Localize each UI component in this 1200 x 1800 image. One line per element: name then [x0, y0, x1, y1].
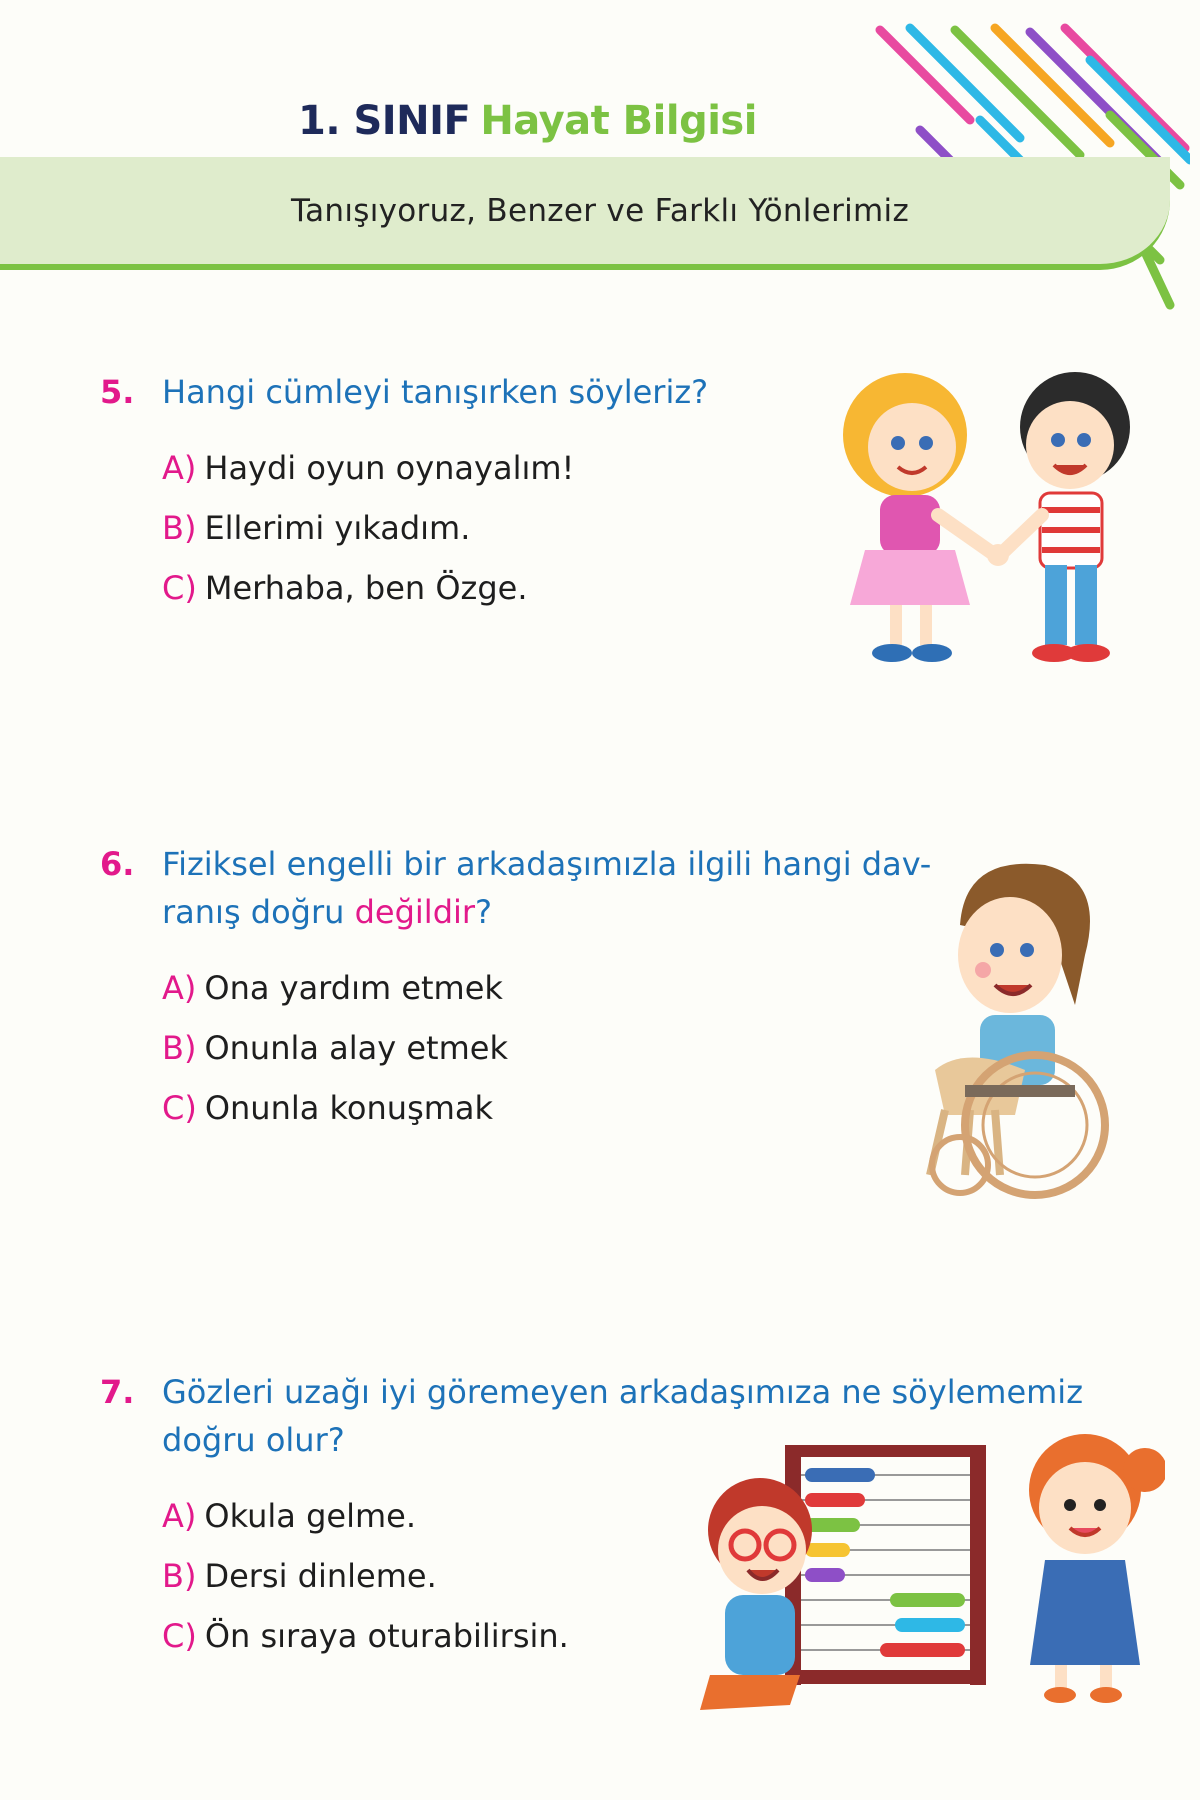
subject-label: Hayat Bilgisi: [480, 98, 757, 144]
question-text: [162, 840, 931, 936]
question-text-line: Gözleri uzağı iyi göremeyen arkadaşımıza ne söylememiz: [162, 1373, 1083, 1411]
option-letter: B): [162, 509, 197, 547]
option-text: Onunla konuşmak: [204, 1089, 494, 1127]
option-text: Onunla alay etmek: [204, 1029, 508, 1067]
question-number: 6.: [100, 845, 135, 883]
option-letter: C): [162, 1089, 197, 1127]
question-text: Hangi cümleyi tanışırken söyleriz?: [162, 373, 709, 411]
question-text-line: ?: [475, 893, 493, 931]
question-number: 5.: [100, 373, 135, 411]
option-text: Merhaba, ben Özge.: [204, 569, 528, 607]
option-letter: B): [162, 1029, 197, 1067]
option-letter: A): [162, 969, 197, 1007]
abacus-kids-illustration: [690, 1420, 1165, 1720]
wheelchair-boy-illustration: [905, 855, 1135, 1205]
grade-label: 1. SINIF: [298, 98, 471, 144]
highlighted-word: değildir: [354, 893, 476, 931]
page-title: [298, 98, 757, 144]
option-letter: A): [162, 1497, 197, 1535]
option-letter: A): [162, 449, 197, 487]
question-text-line: ranış doğru: [162, 893, 355, 931]
question-number: 7.: [100, 1373, 135, 1411]
option-text: Ona yardım etmek: [204, 969, 503, 1007]
question-text-line: Fiziksel engelli bir arkadaşımızla ilgili hangi dav-: [162, 845, 932, 883]
option-text: Ellerimi yıkadım.: [204, 509, 471, 547]
handshake-kids-illustration: [820, 365, 1160, 685]
option-letter: B): [162, 1557, 197, 1595]
option-text: Ön sıraya oturabilirsin.: [204, 1617, 569, 1655]
option-text: Haydi oyun oynayalım!: [204, 449, 575, 487]
unit-title: Tanışıyoruz, Benzer ve Farklı Yönlerimiz: [290, 193, 910, 229]
option-letter: C): [162, 569, 197, 607]
question-text-line: doğru olur?: [162, 1421, 345, 1459]
option-text: Okula gelme.: [204, 1497, 416, 1535]
option-letter: C): [162, 1617, 197, 1655]
option-text: Dersi dinleme.: [204, 1557, 437, 1595]
